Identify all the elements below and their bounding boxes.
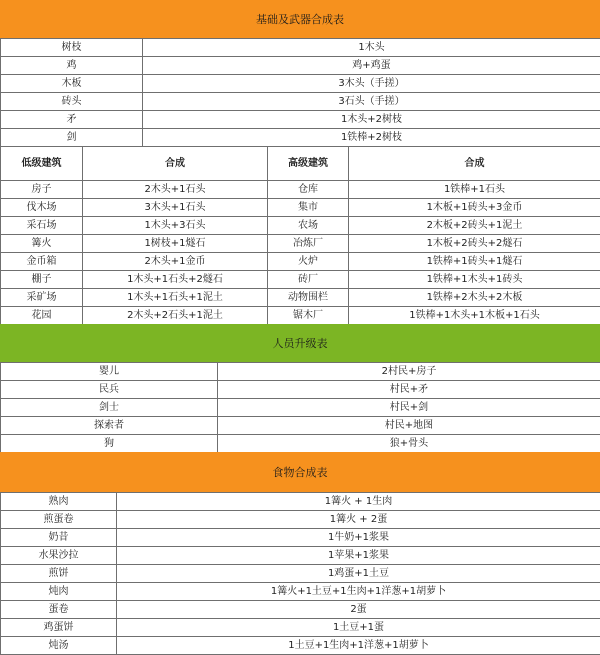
item-name: 探索者 (1, 417, 218, 435)
high-building-name: 动物围栏 (268, 289, 349, 307)
item-recipe: 狼+骨头 (218, 435, 600, 453)
low-building-recipe: 2木头+1金币 (83, 253, 268, 271)
item-name: 婴儿 (1, 363, 218, 381)
food-section-header (0, 452, 600, 492)
item-recipe: 1木头+2树枝 (143, 111, 600, 129)
food-table-row (1, 529, 600, 547)
buildings-table-row (1, 289, 600, 307)
buildings-table-row (1, 199, 600, 217)
item-recipe: 1篝火 + 1生肉 (117, 493, 600, 511)
buildings-table-body (1, 181, 600, 325)
people-section-header (0, 324, 600, 362)
high-building-name: 仓库 (268, 181, 349, 199)
item-name: 木板 (1, 75, 143, 93)
food-section-title: 食物合成表 (273, 464, 328, 480)
buildings-table (0, 146, 600, 325)
people-section-title: 人员升级表 (273, 335, 328, 351)
low-building-recipe: 1木头+1石头+2燧石 (83, 271, 268, 289)
basic-table-row (1, 129, 600, 147)
high-building-name: 农场 (268, 217, 349, 235)
people-table-row (1, 363, 600, 381)
item-name: 剑 (1, 129, 143, 147)
item-name: 狗 (1, 435, 218, 453)
high-building-recipe: 1木板+1砖头+3金币 (349, 199, 600, 217)
item-recipe: 1土豆+1蛋 (117, 619, 600, 637)
item-name: 鸡 (1, 57, 143, 75)
high-building-recipe: 2木板+2砖头+1泥土 (349, 217, 600, 235)
item-name: 民兵 (1, 381, 218, 399)
item-name: 树枝 (1, 39, 143, 57)
low-building-recipe: 3木头+1石头 (83, 199, 268, 217)
item-name: 砖头 (1, 93, 143, 111)
buildings-table-row (1, 181, 600, 199)
basic-table-row (1, 93, 600, 111)
basic-section-title: 基础及武器合成表 (256, 11, 344, 27)
buildings-table-row (1, 271, 600, 289)
item-name: 炖汤 (1, 637, 117, 655)
item-recipe: 1木头 (143, 39, 600, 57)
low-building-name: 伐木场 (1, 199, 83, 217)
buildings-table-row (1, 235, 600, 253)
buildings-table-row (1, 217, 600, 235)
basic-table-row (1, 75, 600, 93)
item-recipe: 村民+剑 (218, 399, 600, 417)
high-building-recipe: 1铁棒+1砖头+1燧石 (349, 253, 600, 271)
food-table-row (1, 511, 600, 529)
people-table (0, 362, 600, 453)
food-table-row (1, 547, 600, 565)
high-building-name: 集市 (268, 199, 349, 217)
buildings-table-row (1, 307, 600, 325)
low-building-name: 采矿场 (1, 289, 83, 307)
item-name: 蛋卷 (1, 601, 117, 619)
food-table-row (1, 565, 600, 583)
item-recipe: 2村民+房子 (218, 363, 600, 381)
item-name: 矛 (1, 111, 143, 129)
food-table-row (1, 601, 600, 619)
low-building-name: 花园 (1, 307, 83, 325)
item-recipe: 1铁棒+2树枝 (143, 129, 600, 147)
high-building-recipe: 1铁棒+1石头 (349, 181, 600, 199)
item-recipe: 2蛋 (117, 601, 600, 619)
low-building-name: 房子 (1, 181, 83, 199)
people-table-row (1, 417, 600, 435)
high-building-name: 锯木厂 (268, 307, 349, 325)
item-recipe: 1土豆+1生肉+1洋葱+1胡萝卜 (117, 637, 600, 655)
item-name: 剑士 (1, 399, 218, 417)
food-table-row (1, 493, 600, 511)
basic-table-body (1, 39, 600, 147)
item-recipe: 3木头（手搓） (143, 75, 600, 93)
item-recipe: 1苹果+1浆果 (117, 547, 600, 565)
people-table-body (1, 363, 600, 453)
item-recipe: 1篝火 + 2蛋 (117, 511, 600, 529)
people-table-row (1, 399, 600, 417)
item-name: 奶昔 (1, 529, 117, 547)
high-building-recipe: 1铁棒+1木头+1木板+1石头 (349, 307, 600, 325)
basic-section-header (0, 0, 600, 38)
low-building-name: 篝火 (1, 235, 83, 253)
low-building-header: 低级建筑 (1, 147, 83, 181)
buildings-table-row (1, 253, 600, 271)
item-recipe: 村民+地图 (218, 417, 600, 435)
high-building-name: 冶炼厂 (268, 235, 349, 253)
item-recipe: 1鸡蛋+1土豆 (117, 565, 600, 583)
high-building-recipe: 1铁棒+2木头+2木板 (349, 289, 600, 307)
item-name: 水果沙拉 (1, 547, 117, 565)
people-table-row (1, 381, 600, 399)
basic-table (0, 38, 600, 147)
high-building-name: 火炉 (268, 253, 349, 271)
high-building-header: 高级建筑 (268, 147, 349, 181)
item-recipe: 3石头（手搓） (143, 93, 600, 111)
food-table-body (1, 493, 600, 655)
item-name: 炖肉 (1, 583, 117, 601)
low-building-name: 棚子 (1, 271, 83, 289)
item-name: 煎饼 (1, 565, 117, 583)
food-table-row (1, 619, 600, 637)
high-building-name: 砖厂 (268, 271, 349, 289)
basic-table-row (1, 111, 600, 129)
food-table (0, 492, 600, 655)
low-building-name: 采石场 (1, 217, 83, 235)
low-building-name: 金币箱 (1, 253, 83, 271)
low-building-recipe: 1木头+1石头+1泥土 (83, 289, 268, 307)
item-name: 鸡蛋饼 (1, 619, 117, 637)
item-recipe: 1牛奶+1浆果 (117, 529, 600, 547)
basic-table-row (1, 39, 600, 57)
low-building-recipe: 2木头+2石头+1泥土 (83, 307, 268, 325)
food-table-row (1, 637, 600, 655)
item-name: 熟肉 (1, 493, 117, 511)
basic-table-row (1, 57, 600, 75)
high-building-recipe: 1木板+2砖头+2燧石 (349, 235, 600, 253)
low-building-recipe: 1木头+3石头 (83, 217, 268, 235)
item-recipe: 1篝火+1土豆+1生肉+1洋葱+1胡萝卜 (117, 583, 600, 601)
people-table-row (1, 435, 600, 453)
item-recipe: 村民+矛 (218, 381, 600, 399)
high-building-recipe: 1铁棒+1木头+1砖头 (349, 271, 600, 289)
item-name: 煎蛋卷 (1, 511, 117, 529)
food-table-row (1, 583, 600, 601)
low-building-recipe: 2木头+1石头 (83, 181, 268, 199)
high-recipe-header: 合成 (349, 147, 600, 181)
item-recipe: 鸡+鸡蛋 (143, 57, 600, 75)
low-building-recipe: 1树枝+1燧石 (83, 235, 268, 253)
low-recipe-header: 合成 (83, 147, 268, 181)
buildings-header-row (1, 147, 600, 181)
